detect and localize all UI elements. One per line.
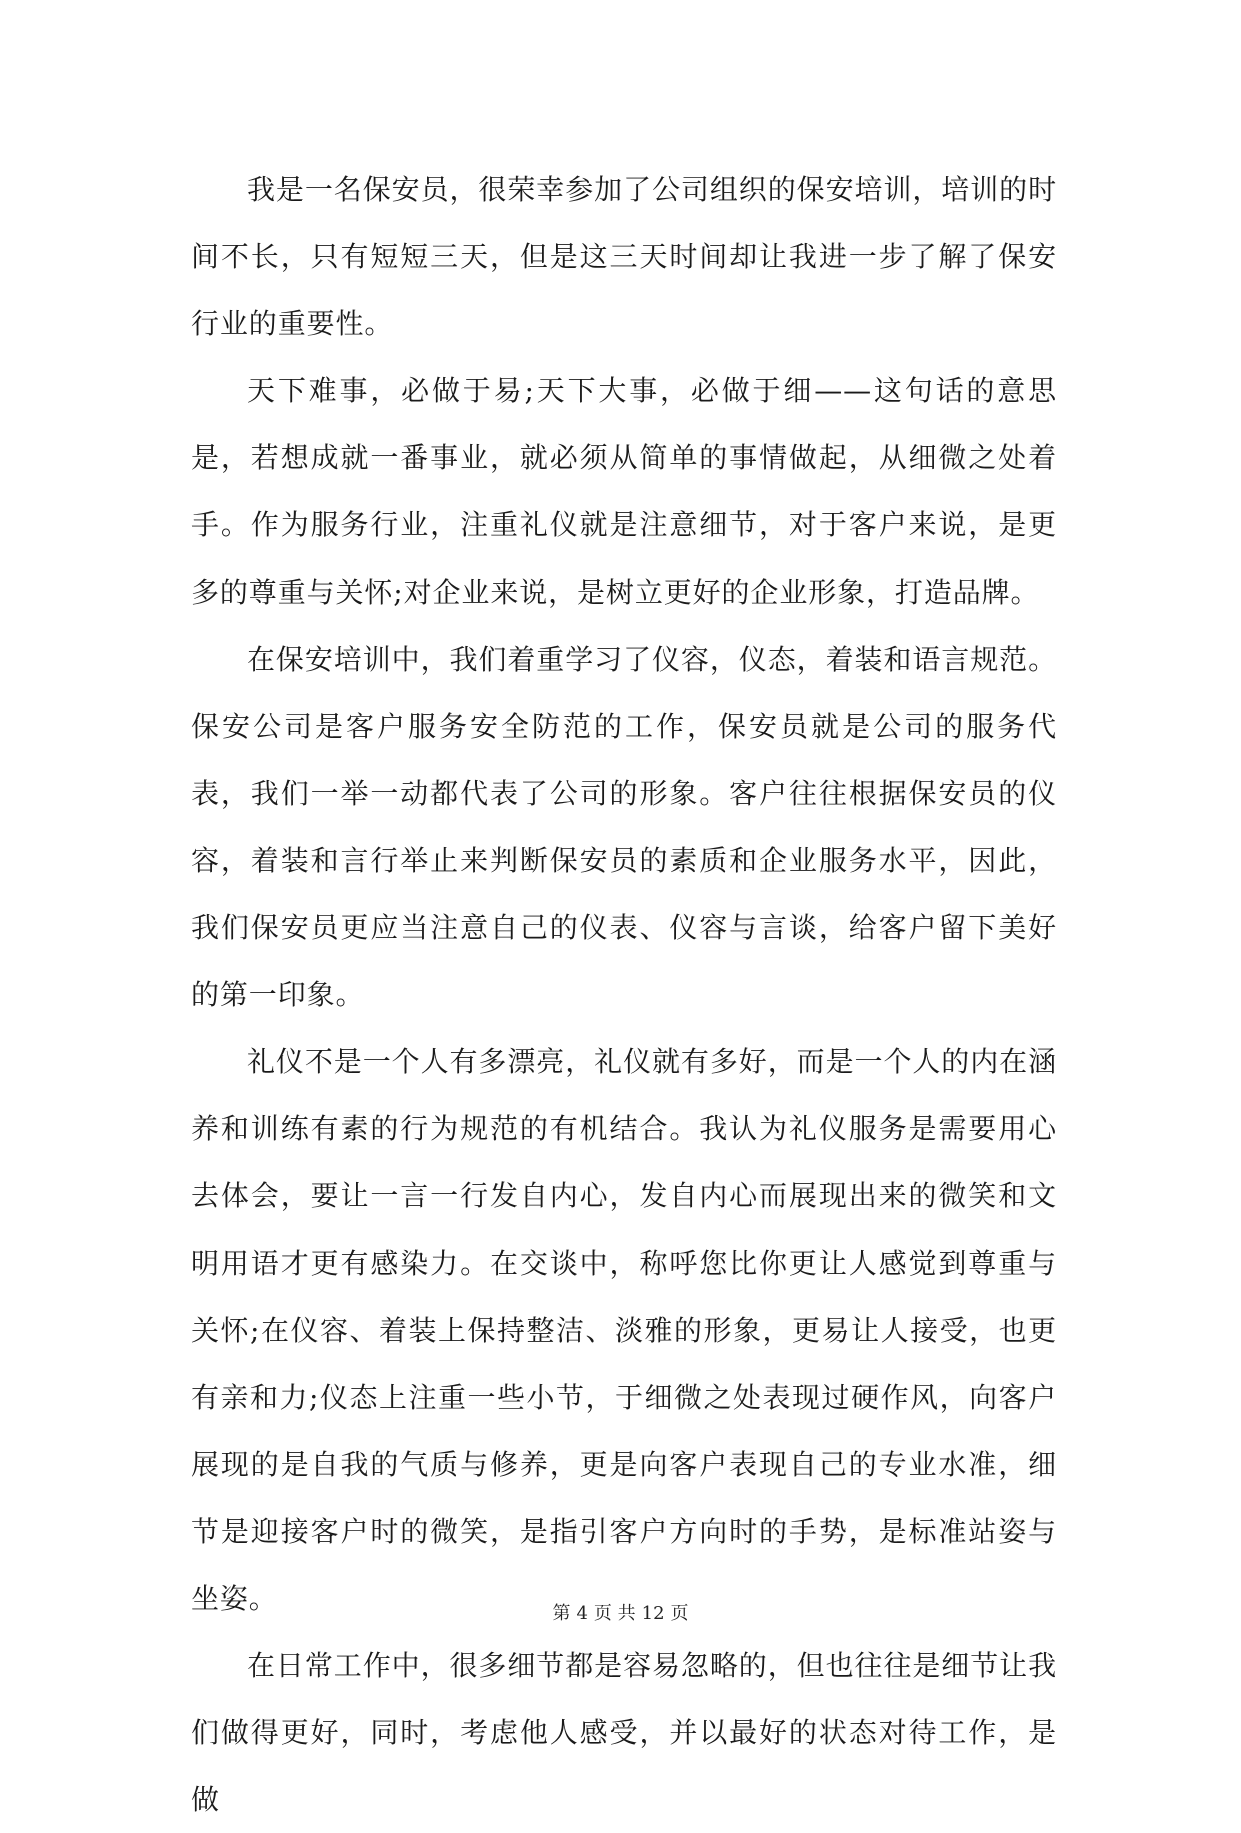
paragraph-4: 礼仪不是一个人有多漂亮，礼仪就有多好，而是一个人的内在涵养和训练有素的行为规范的有机结合。我认为礼仪服务是需要用心去体会，要让一言一行发自内心，发自内心而展现出来的微笑和文明用语才更有感染力。在交谈中，称呼您比你更让人感觉到尊重与关怀;在仪容、着装上保持整洁、淡雅的形象，更易让人接受，也更有亲和力;仪态上注重一些小节，于细微之处表现过硬作风，向客户展现的是自我的气质与修养，更是向客户表现自己的专业水准，细节是迎接客户时的微笑，是指引客户方向时的手势，是标准站姿与坐姿。 xyxy=(191,1045,1057,1615)
paragraph-2: 天下难事，必做于易;天下大事，必做于细——这句话的意思是，若想成就一番事业，就必须从简单的事情做起，从细微之处着手。作为服务行业，注重礼仪就是注意细节，对于客户来说，是更多的尊重与关怀;对企业来说，是树立更好的企业形象，打造品牌。 xyxy=(191,374,1057,609)
paragraph-1: 我是一名保安员，很荣幸参加了公司组织的保安培训，培训的时间不长，只有短短三天，但是这三天时间却让我进一步了解了保安行业的重要性。 xyxy=(191,173,1057,341)
footer-middle: 页 共 xyxy=(593,1603,636,1624)
page-footer xyxy=(0,1602,1241,1626)
paragraph-3: 在保安培训中，我们着重学习了仪容，仪态，着装和语言规范。保安公司是客户服务安全防范的工作，保安员就是公司的服务代表，我们一举一动都代表了公司的形象。客户往往根据保安员的仪容，着装和言行举止来判断保安员的素质和企业服务水平，因此，我们保安员更应当注意自己的仪表、仪容与言谈，给客户留下美好的第一印象。 xyxy=(191,642,1057,1012)
footer-current-page: 4 xyxy=(576,1603,588,1624)
paragraph-5: 在日常工作中，很多细节都是容易忽略的，但也往往是细节让我们做得更好，同时，考虑他人感受，并以最好的状态对待工作，是做 xyxy=(191,1649,1057,1817)
footer-total-pages: 12 xyxy=(641,1603,665,1624)
footer-suffix: 页 xyxy=(670,1603,689,1624)
footer-prefix: 第 xyxy=(552,1603,571,1624)
document-body xyxy=(191,156,1057,1833)
